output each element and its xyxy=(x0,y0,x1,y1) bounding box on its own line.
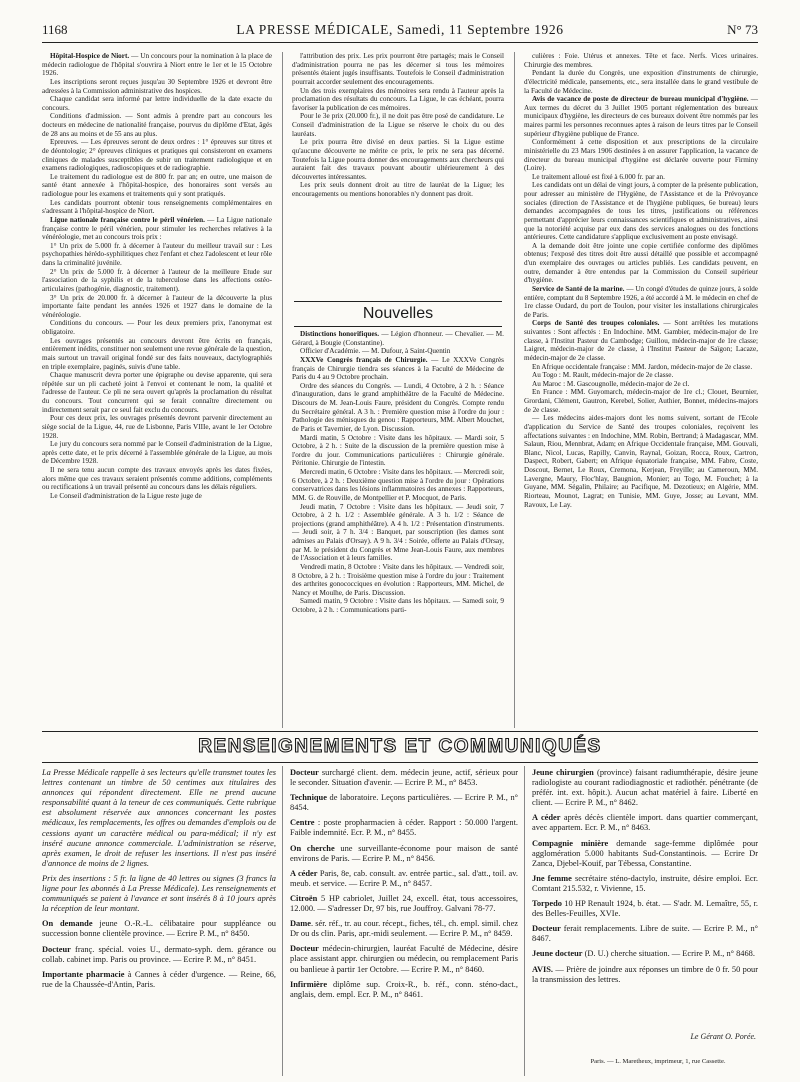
classified-ad-heading: A céder xyxy=(290,868,318,878)
news-paragraph xyxy=(42,52,272,78)
classified-ad-heading: Docteur xyxy=(290,768,319,777)
news-paragraph xyxy=(524,380,758,389)
news-paragraph xyxy=(524,52,758,69)
news-paragraph-text: Le jury du concours sera nommé par le Conseil d'administration de la Ligue, après cette date, et le prix décerné à l'assemblée générale de la Ligue, au mois de Décembre 1928. xyxy=(42,440,272,466)
classified-ad xyxy=(290,919,518,939)
classified-ad-heading: On demande xyxy=(42,919,93,929)
news-paragraph-text: culières : Foie. Utérus et annexes. Tête et face. Nerfs. Vices urinaires. Chirurgie des membres. xyxy=(524,52,758,69)
classified-ad-heading: AVIS. xyxy=(532,964,554,974)
news-paragraph-text: Le Conseil d'administration de la Ligue reste juge de xyxy=(50,491,202,500)
news-paragraph-text: Jeudi matin, 7 Octobre : Visite dans les hôpitaux. — Jeudi soir, 7 Octobre, à 2 h. 1/2 : Assemblée générale. A 3 h. 1/2 : Séance de projections (grand amphithéâtre). A 4 h. 1/2 : Présentation d'instruments. — Jeudi soir, à 7 h. 3/4 : Banquet, par souscription (les dames sont admises au Palais d'Orsay). A 9 h. 3/4 : Soirée, offerte au Palais d'Orsay, par M. le président du Congrès et Mme Jean-Louis Faure, aux membres de l'Association et à leurs familles. xyxy=(292,502,504,563)
news-paragraph-text: Samedi matin, 9 Octobre : Visite dans les hôpitaux. — Samedi soir, 9 Octobre, à 2 h. : Communications parti- xyxy=(292,597,504,614)
classified-ad xyxy=(532,899,758,919)
classified-ad-heading: Docteur xyxy=(532,924,561,934)
news-paragraph-heading: Hôpital-Hospice de Niort. xyxy=(50,52,130,60)
news-paragraph xyxy=(292,181,504,198)
classified-ad-text: de laboratoire. Leçons particulières. — Ecrire P. M., n° 8454. xyxy=(290,793,518,813)
ads-pricing: Prix des insertions : 5 fr. la ligne de 40 lettres ou signes (3 francs la ligne pour les abonnés à La Presse Médicale). Les renseignements et communiqués se paient à l'avance et sont insérés 8 à 10 jours après la réception de leur montant. xyxy=(42,873,276,914)
classified-ad xyxy=(532,839,758,869)
classified-ad-text: Paris, 8e, cab. consult. av. entrée partic., sal. d'att., toil. av. meub. et service. — Ecrire P. M., n° 8457. xyxy=(290,868,518,888)
news-paragraph xyxy=(524,371,758,380)
column-divider xyxy=(282,766,283,1076)
news-paragraph xyxy=(42,440,272,466)
classified-ad-heading: Jeune docteur xyxy=(532,949,583,959)
classified-ad-text: 10 HP Renault 1924, b. état. — S'adr. M. Lemaître, 55, r. des Belles-Feuilles, XVIe. xyxy=(532,899,758,919)
news-paragraph xyxy=(524,285,758,320)
classified-ad-heading: Technique xyxy=(290,793,327,803)
news-paragraph-heading: Service de Santé de la marine. xyxy=(532,284,625,293)
news-paragraph-text: Mercredi matin, 6 Octobre : Visite dans les hôpitaux. — Mercredi soir, 6 Octobre, à 2 h. : Deuxième question mise à l'ordre du jour : Opérations conservatrices dans les lésions inflammatoires des annexes : Rapporteurs, MM. G. de Rouville, de Montpellier et P. Mocquot, de Paris. xyxy=(292,468,504,502)
news-paragraph-text: Les candidats pourront obtenir tous renseignements complémentaires en s'adressant à l'hôpital-hospice de Niort. xyxy=(42,198,272,216)
ads-column-3 xyxy=(532,768,758,1030)
news-paragraph-heading: Corps de Santé des troupes coloniales. xyxy=(532,319,660,328)
news-paragraph-text: Pour le 3e prix (20.000 fr.), il ne doit pas être posé de candidature. Le Conseil d'administration de la Ligue se réserve le choix du ou des lauréats. xyxy=(292,112,504,138)
column-1 xyxy=(42,52,272,730)
news-paragraph-text: Les inscriptions seront reçues jusqu'au 30 Septembre 1926 et devront être adressées à la Commission administrative des hospices. xyxy=(42,77,272,95)
news-paragraph xyxy=(292,330,504,347)
classified-ad xyxy=(290,980,518,1000)
news-paragraph xyxy=(524,319,758,362)
classified-ad xyxy=(532,813,758,833)
news-paragraph-text: Au Maroc : M. Gascougnolle, médecin-major de 2e cl. xyxy=(532,379,690,388)
classified-ad xyxy=(532,924,758,944)
news-paragraph-text: Officier d'Académie. — M. Dufour, à Saint-Quentin xyxy=(300,347,451,356)
column-divider xyxy=(524,766,525,1076)
ads-column-1 xyxy=(42,768,276,1080)
classified-ad-heading: Dame xyxy=(290,919,311,929)
news-paragraph-text: En Afrique occidentale française : MM. Jardon, médecin-major de 2e classe. xyxy=(532,362,753,371)
news-paragraph-text: Chaque manuscrit devra porter une épigraphe ou devise apparente, qui sera répétée sur un pli cacheté joint à l'envoi et contenant le nom, la qualité et l'adresse de l'auteur. Ce pli ne sera ouvert qu'après la proclamation du résultat du concours. Tout concurrent qui se ferait connaître directement ou indirectement serait par ce seul fait exclu du concours. xyxy=(42,371,272,414)
news-paragraph-text: Au Togo : M. Rault, médecin-major de 2e classe. xyxy=(532,371,674,380)
column-2-top xyxy=(292,52,504,296)
classified-ad-text: ferait remplacements. Libre de suite. — Ecrire P. M., n° 8467. xyxy=(532,924,758,944)
classified-ad-text: (D. U.) cherche situation. — Ecrire P. M., n° 8468. xyxy=(582,949,755,959)
classified-ad-heading: Docteur xyxy=(42,944,71,954)
classified-ad-heading: Jne femme xyxy=(532,873,572,883)
news-paragraph-text: Les candidats ont un délai de vingt jours, à compter de la présente publication, pour adresser au ministère de l'Hygiène, de l'Assistance et de la Prévoyance sociales (direction de l'Assistance et de l'hygiène publiques, 6e bureau) leurs demandes accompagnées de tous les titres, justifications ou références permettant d'apprécier leurs connaissances scientifiques et administratives, ainsi que la notoriété acquise par eux dans des services analogues ou des fonctions antérieures. Cette candidature s'applique exclusivement au poste envisagé. xyxy=(524,181,758,242)
news-paragraph xyxy=(524,95,758,138)
news-paragraph-text: Epreuves. — Les épreuves seront de deux ordres : 1° épreuves sur titres et de déontologie; 2° épreuves cliniques et pratiques qui consisteront en examens cliniques de malades susceptibles de subir un traitement radiologique et en examens radiologiques, radioscopiques et de radiographie. xyxy=(42,138,272,173)
classified-ad-text: une surveillante-économe pour maison de santé environs de Paris. — Ecrire P. M., n° 8456. xyxy=(290,843,518,863)
column-divider xyxy=(282,52,283,728)
classified-ad-text: demande sage-femme diplômée pour agglomération 5.000 habitants Sud-Constantinois. — Ecrire Dr Zanca, Djebel-Kouif, par Tébessa, Constantine. xyxy=(532,838,758,868)
classified-ad-text: . sér. réf., tr. au cour. récept., fiches, tél., ch. empl. simil. chez Dr ou ds clin. Paris, apr.-midi seulement. — Ecrire P. M., n° 8459. xyxy=(290,919,518,939)
news-paragraph-text: Conditions du concours. — Pour les deux premiers prix, l'anonymat est obligatoire. xyxy=(42,319,272,336)
classified-ad xyxy=(42,970,276,990)
nouvelles-heading: Nouvelles xyxy=(294,301,502,327)
news-paragraph xyxy=(292,112,504,138)
news-paragraph-text: 3° Un prix de 20.000 fr. à décerner à l'auteur de la découverte la plus importante faite pendant les années 1926 et 1927 dans le domaine de la vénéréologie. xyxy=(42,293,272,319)
news-paragraph xyxy=(292,468,504,503)
news-paragraph-text: — Légion d'honneur. — Chevalier. — M. Gérard, à Bougie (Constantine). xyxy=(292,330,504,347)
classified-ad-text: (province) faisant radiumthérapie, désire jeune radiologiste au courant radiodiagnostic et radiothér. pénétrante (de préfér. int. ext. hôpit.). Aucun achat matériel à faire. Liberté en client. — Ecrire P. M., n° 8462. xyxy=(532,768,758,808)
news-paragraph-text: — Le XXXVe Congrès français de Chirurgie tiendra ses séances à la Faculté de Médecine de Paris du 4 au 9 Octobre prochain. xyxy=(292,355,504,382)
classified-ad xyxy=(290,818,518,838)
news-paragraph xyxy=(42,78,272,95)
classified-ad-text: jeune O.-R.-L. célibataire pour suppléance ou succession bonne clientèle province. — Ecrire P. M., n° 8450. xyxy=(42,919,276,939)
news-paragraph xyxy=(292,563,504,598)
section-banner: RENSEIGNEMENTS ET COMMUNIQUÉS xyxy=(198,736,602,757)
classified-ad-text: secrétaire sténo-dactylo, instruite, désire emploi. Ecr. Comtant 215.532, r. Vivienne, 15. xyxy=(532,873,758,893)
news-paragraph xyxy=(524,181,758,241)
news-paragraph xyxy=(42,242,272,268)
news-paragraph-text: Les prix seuls donnent droit au titre de lauréat de la Ligue; les encouragements ou mentions honorables n'y donnent pas droit. xyxy=(292,181,504,198)
news-paragraph-text: — Les médecins aides-majors dont les noms suivent, sortant de l'Ecole d'application du Service de Santé des troupes coloniales, reçoivent les affectations suivantes : en Indochine, MM. Robin, Bertrand; à Madagascar, MM. Salaun, Riou, Mennbrat, Adam; en Afrique Occidentale française, MM. Gouvali, Blanc, Nicol, Lucas, Rapilly, Canvin, Raynal, Goizan, Rocca, Roux, Cartron, Daspect, Robert, Gabert; en Afrique équatoriale française, MM. Fabre, Coste, Doscout, Bernet, Le Roux, Cremona, Kerjean, Freyille; au Cameroun, MM. Lavergne, Maury, Floc'hlay, Baugnion, Monier; au Togo, M. Fouchet; à la Guyane, MM. Ségalin, Philaire; au Pacifique, M. Dezotieux; en Algérie, MM. Riorteau, Mounot, Lagrat; en Tunisie, MM. Guye, Josse; au Levant, MM. Ravoux, Le Lay. xyxy=(524,414,758,509)
news-paragraph-text: Il ne sera tenu aucun compte des travaux envoyés après les dates fixées, alors même que ces travaux seraient présentés comme additions, compléments ou rectifications à un travail présenté au concours dans les délais réguliers. xyxy=(42,466,272,492)
news-paragraph-text: Pour ces deux prix, les ouvrages présentés devront parvenir directement au siège social de la Ligue, 44, rue de Lisbonne, Paris VIIIe, avant le 1er Octobre 1928. xyxy=(42,414,272,440)
classified-ad xyxy=(532,949,758,959)
classified-ad-text: — Prière de joindre aux réponses un timbre de 0 fr. 50 pour la transmission des lettres. xyxy=(532,964,758,984)
news-paragraph-text: 1° Un prix de 5.000 fr. à décerner à l'auteur du meilleur travail sur : Les psychopathies hérédo-syphilitiques chez l'enfant et chez l'adolescent et leur rôle dans la criminalité juvénile. xyxy=(42,241,272,267)
news-paragraph xyxy=(524,138,758,173)
classified-ad-text: diplôme sup. Croix-R., b. réf., conn. sténo-dact., anglais, dem. empl. Ecr. P. M., n° 8461. xyxy=(290,979,518,999)
news-paragraph xyxy=(292,434,504,469)
news-paragraph-text: En France : MM. Guyomarch, médecin-major de 1re cl.; Clouet, Beurnier, Grordani, Clément, Gautron, Kerebel, Solier, Authier, Bonnet, médecins-majors de 2e classe. xyxy=(524,388,758,414)
news-paragraph-text: — Un concours pour la nomination à la place de médecin radiologue de l'hôpital s'ouvrira à Niort entre le 1er et le 15 Octobre 1926. xyxy=(42,52,272,78)
classified-ad-heading: Jeune chirurgien xyxy=(532,768,594,777)
news-paragraph xyxy=(42,466,272,492)
news-paragraph-text: Les ouvrages présentés au concours devront être écrits en français, entièrement inédits, constituer non seulement une revue générale de la question, mais surtout un travail original fondé sur des faits nouveaux, dactylographiés en triple exemplaire, paginés, suivis d'une table. xyxy=(42,336,272,371)
news-paragraph xyxy=(524,242,758,285)
news-paragraph-text: Conditions d'admission. — Sont admis à prendre part au concours les docteurs en médecine de nationalité française, pourvus du diplôme d'Etat, âgés de 28 ans au moins et de 55 ans au plus. xyxy=(42,112,272,138)
news-paragraph xyxy=(292,138,504,181)
news-paragraph-text: Conformément à cette disposition et aux prescriptions de la circulaire ministérielle du 23 Mars 1906 destinées à en assurer l'application, la vacance de directeur du bureau municipal d'hygiène est déclarée ouverte pour Firminy (Loire). xyxy=(524,138,758,173)
news-paragraph xyxy=(524,388,758,414)
news-paragraph xyxy=(292,87,504,113)
news-paragraph-text: — La Ligue nationale française contre le péril vénérien, pour stimuler les recherches relatives à la vénéréologie, met au concours trois prix : xyxy=(42,215,272,242)
classified-ad-heading: Centre xyxy=(290,818,315,828)
news-paragraph xyxy=(292,347,504,356)
classified-ad-heading: A céder xyxy=(532,813,561,823)
news-paragraph-text: A la demande doit être jointe une copie certifiée conforme des diplômes obtenus; l'exposé des titres doit être aussi détaillé que possible et accompagné d'un exemplaire des ouvrages ou articles publiés. Les candidats peuvent, en outre, demander à être entendus par la Commission du Conseil supérieur d'hygiène. xyxy=(524,241,758,285)
news-paragraph-text: Chaque candidat sera informé par lettre individuelle de la date exacte du concours. xyxy=(42,95,272,112)
news-paragraph xyxy=(524,414,758,509)
news-paragraph-text: Pendant la durée du Congrès, une exposition d'instruments de chirurgie, d'électricité médicale, pansements, etc., sera installée dans le grand vestibule de la Faculté de Médecine. xyxy=(524,69,758,95)
page-header xyxy=(42,22,758,40)
news-paragraph xyxy=(524,69,758,95)
classified-ad-text: à Cannes à céder d'urgence. — Reine, 66, rue de la Chaussée-d'Antin, Paris. xyxy=(42,969,276,989)
printer-imprint: Paris. — L. Maretheux, imprimeur, 1, rue Cassette. xyxy=(590,1058,726,1065)
classified-ad-text: franç. spécial. voies U., dermato-syph. dem. gérance ou collab. cabinet imp. Paris ou province. — Ecrire P. M., n° 8451. xyxy=(42,944,276,964)
issue-number: N° 73 xyxy=(727,22,758,37)
ads-column-2 xyxy=(290,768,518,1080)
classified-ad xyxy=(532,874,758,894)
column-divider xyxy=(514,52,515,728)
news-paragraph-text: Un des trois exemplaires des mémoires sera rendu à l'auteur après la proclamation des résultats du concours. La Ligue, le cas échéant, pourra favoriser la publication de ces mémoires. xyxy=(292,86,504,112)
news-paragraph xyxy=(292,356,504,382)
news-paragraph xyxy=(42,199,272,216)
classified-ad xyxy=(532,768,758,808)
classified-ad xyxy=(42,919,276,939)
classified-ad-heading: Citroën xyxy=(290,893,318,903)
classified-ad-text: 5 HP cabriolet, Juillet 24, excell. état, tous accessoires, 12.000. — S'adresser Dr, 97 bis, rue Jouffroy. Galvani 78-77. xyxy=(290,893,518,914)
classified-ad-heading: Docteur xyxy=(290,944,319,954)
classified-ad xyxy=(290,844,518,864)
classified-ad-heading: Compagnie minière xyxy=(532,838,609,848)
news-paragraph-text: l'attribution des prix. Les prix pourront être partagés; mais le Conseil d'administration pourra ne pas les décerner si tous les mémoires présentés étaient jugés insuffisants. Toutefois le Conseil d'administration pourrait accorder seulement des encouragements. xyxy=(292,52,504,86)
column-2-bottom xyxy=(292,330,504,730)
classified-ad xyxy=(42,945,276,965)
classified-ad-heading: Torpedo xyxy=(532,899,562,909)
news-paragraph-text: Le prix pourra être divisé en deux parties. Si la Ligue estime qu'aucune découverte ne mérite ce prix, le prix ne sera pas décerné. Toutefois la Ligue pourra donner des encouragements aux chercheurs qui auraient fait des travaux pouvant aboutir ultérieurement à des découvertes intéressantes. xyxy=(292,138,504,181)
page-number: 1168 xyxy=(42,22,68,37)
classified-ad-text: : poste propharmacien à céder. Rapport : 50.000 l'argent. Faible indemnité. Ecr. P. M., n° 8455. xyxy=(290,818,518,838)
news-paragraph-text: Le traitement alloué est fixé à 6.000 fr. par an. xyxy=(532,172,665,181)
news-paragraph xyxy=(42,173,272,199)
classified-ad-heading: Importante pharmacie xyxy=(42,969,125,979)
news-paragraph-text: — Sont arrêtées les mutations suivantes : Sont affectés : En Indochine. MM. Gambier, médecin-major de 1re classe, à l'Institut Pasteur du Cambodge; Guillou, médecin-major de 1re classe; Laigret, médecin-major de 2e classe, à l'Institut Pasteur de Saïgon; Lacaze, médecin-major de 2e classe. xyxy=(524,319,758,362)
news-paragraph xyxy=(42,294,272,320)
news-paragraph xyxy=(42,337,272,372)
news-paragraph xyxy=(292,597,504,614)
news-paragraph-text: 2° Un prix de 5.000 fr. à décerner à l'auteur de la meilleure Etude sur l'association de la syphilis et de la tuberculose dans les affections ostéo-articulaires (pathogénie, diagnostic, traitement). xyxy=(42,267,272,293)
news-paragraph-heading: XXXVe Congrès français de Chirurgie. xyxy=(300,355,428,364)
section-rule xyxy=(42,762,758,763)
classified-ad-heading: On cherche xyxy=(290,843,335,853)
classified-ad-text: après décès clientèle import. dans quartier commerçant, avec appartem. Ecr. P. M., n° 8463. xyxy=(532,813,758,833)
header-rule xyxy=(42,42,758,43)
news-paragraph-text: Le traitement du radiologue est de 800 fr. par an; en outre, une maison de santé étant annexée à l'hôpital-hospice, des honoraires sont versés au radiologue pour les examens et traitements qui y sont pratiqués. xyxy=(42,172,272,198)
news-paragraph xyxy=(42,414,272,440)
news-paragraph xyxy=(292,382,504,434)
news-paragraph xyxy=(42,138,272,173)
news-paragraph xyxy=(42,371,272,414)
classified-ad-text: médecin-chirurgien, lauréat Faculté de Médecine, désire place assistant appr. chirurgien ou médecin, ou remplacement Paris ou banlieue à partir 1er Octobre. — Ecrire P. M., n° 8460. xyxy=(290,944,518,974)
classified-ad-heading: Infirmière xyxy=(290,979,328,989)
news-paragraph-heading: Distinctions honorifiques. xyxy=(300,330,380,338)
journal-title: LA PRESSE MÉDICALE, Samedi, 11 Septembre 1926 xyxy=(236,22,564,37)
news-paragraph xyxy=(524,173,758,182)
news-paragraph-text: Mardi matin, 5 Octobre : Visite dans les hôpitaux. — Mardi soir, 5 Octobre, à 2 h. : Suite de la discussion de la première question mise à l'ordre du jour. Communications particulières : Chirurgie générale. Péritonie. Chirurgie de l'intestin. xyxy=(292,433,504,468)
news-paragraph xyxy=(42,268,272,294)
news-paragraph xyxy=(292,52,504,87)
news-paragraph-heading: Avis de vacance de poste de directeur de bureau municipal d'hygiène. xyxy=(532,95,749,104)
news-paragraph xyxy=(42,216,272,242)
news-paragraph-heading: Ligue nationale française contre le péril vénérien. xyxy=(50,215,205,224)
classified-ad xyxy=(532,965,758,985)
classified-ad xyxy=(290,768,518,788)
news-paragraph xyxy=(42,95,272,112)
news-paragraph xyxy=(42,319,272,336)
news-paragraph xyxy=(524,363,758,372)
news-paragraph xyxy=(292,503,504,563)
column-3 xyxy=(524,52,758,730)
news-paragraph-text: — Un congé d'études de quinze jours, à solde entière, comptant du 8 Septembre 1926, a été accordé à M. le médecin en chef de 1re classe Oudard, du port de Toulon, pour visiter les installations chirurgicales de Paris. xyxy=(524,284,758,319)
classified-ad xyxy=(290,894,518,914)
ads-notice: La Presse Médicale rappelle à ses lecteurs qu'elle transmet toutes les lettres contenant un timbre de 50 centimes aux titulaires des annonces qui répondent directement. Elle ne prend aucune responsabilité quant à la teneur de ces communiqués. Cette rubrique est absolument réservée aux annonces concernant les postes médicaux, les remplacements, les offres ou demandes d'emplois ou de cessions ayant un caractère médical ou para-médical; il n'y est inséré aucune annonce commerciale. L'administration se réserve, après examen, le droit de refuser les insertions. Il n'est pas inséré d'annonce de moins de 2 lignes. xyxy=(42,768,276,868)
manager-signature: Le Gérant O. Porée. xyxy=(690,1032,756,1041)
news-paragraph xyxy=(42,112,272,138)
classified-ad-text: surchargé client. dem. médecin jeune, actif, sérieux pour le seconder. Situation d'avenir. — Ecrire P. M., n° 8453. xyxy=(290,768,518,788)
news-paragraph-text: — Aux termes du décret du 3 Juillet 1905 portant réglementation des bureaux municipaux d'hygiène, les directeurs de ces bureaux doivent être nommés par les maires parmi les personnes reconnues aptes à raison de leurs titres par le Conseil supérieur d'hygiène publique de France. xyxy=(524,95,758,138)
news-paragraph xyxy=(42,492,272,501)
section-rule xyxy=(42,731,758,732)
classified-ad xyxy=(290,869,518,889)
classified-ad xyxy=(290,944,518,974)
news-paragraph-text: Vendredi matin, 8 Octobre : Visite dans les hôpitaux. — Vendredi soir, 8 Octobre, à 2 h. : Troisième question mise à l'ordre du jour : Traitement des arthrites gonococciques en évolution : Rapporteurs, MM. Michel, de Nancy et Moulhe, de Paris. Discussion. xyxy=(292,562,504,597)
news-paragraph-text: Ordre des séances du Congrès. — Lundi, 4 Octobre, à 2 h. : Séance d'inauguration, dans le grand amphithéâtre de la Faculté de Médecine. Discours de M. Jean-Louis Faure, président du Congrès. Compte rendu du Secrétaire général. A 3 h. : Première question mise à l'ordre du jour : Pathologie des ménisques du genou : Rapporteurs, MM. Albert Mouchet, de Paris et Tavernier, de Lyon. Discussion. xyxy=(292,381,504,433)
classified-ad xyxy=(290,793,518,813)
